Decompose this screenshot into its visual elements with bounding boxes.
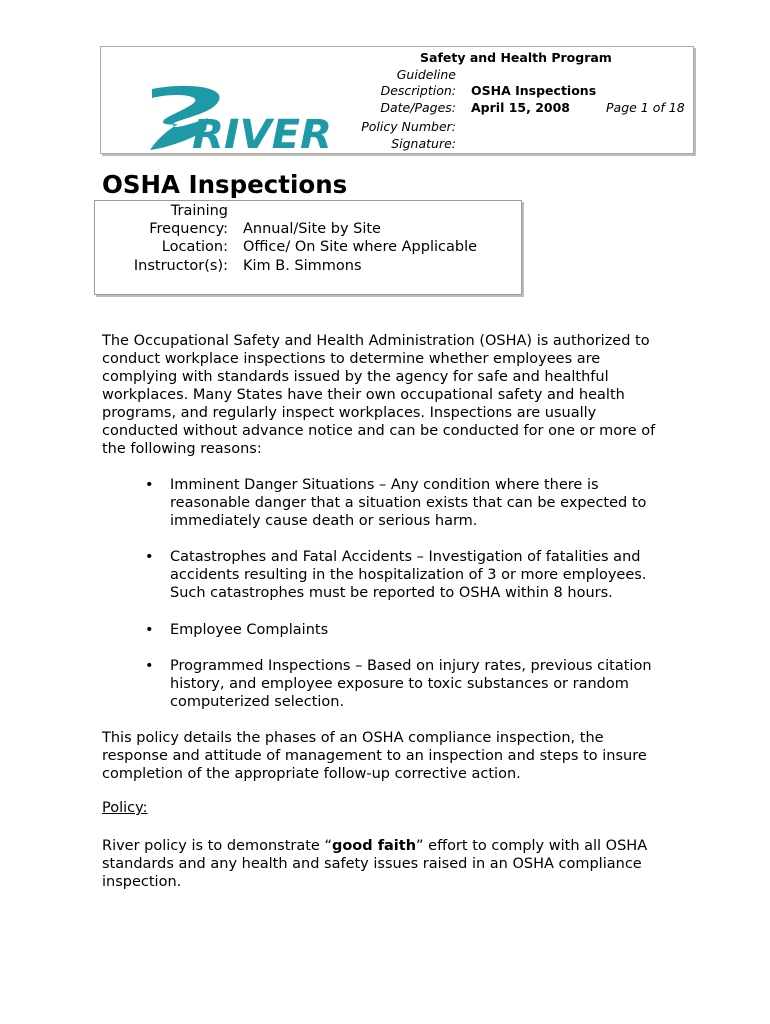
program-title: Safety and Health Program — [420, 50, 612, 65]
intro-line: programs, and regularly inspect workplaces. Inspections are usually — [102, 405, 597, 421]
bullet-employee-complaints — [170, 621, 690, 639]
bullet-line: Employee Complaints — [170, 622, 329, 638]
bullet-line: Such catastrophes must be reported to OSHA within 8 hours. — [170, 585, 613, 601]
bullet-imminent-danger — [170, 476, 690, 530]
date-value: April 15, 2008 — [471, 100, 570, 115]
frequency-value: Annual/Site by Site — [243, 221, 381, 237]
bullet-line: Programmed Inspections – Based on injury rates, previous citation — [170, 658, 652, 674]
policy-line: inspection. — [102, 874, 182, 890]
instructor-value: Kim B. Simmons — [243, 258, 362, 274]
logo-text: RIVER — [192, 112, 332, 152]
bullet-marker: • — [145, 549, 154, 565]
page-title: OSHA Inspections — [102, 170, 348, 199]
bullet-line: history, and employee exposure to toxic substances or random — [170, 676, 629, 692]
date-label: Date/Pages: — [380, 100, 456, 115]
bullet-programmed-inspections — [170, 657, 690, 711]
policy-paragraph — [102, 837, 702, 891]
bullet-catastrophes — [170, 548, 690, 602]
bullet-marker: • — [145, 477, 154, 493]
details-line: This policy details the phases of an OSHA compliance inspection, the — [102, 730, 604, 746]
description-value: OSHA Inspections — [471, 83, 597, 98]
bullet-line: Imminent Danger Situations – Any condition where there is — [170, 477, 599, 493]
policy-text: River policy is to demonstrate “ — [102, 838, 332, 854]
bullet-marker: • — [145, 622, 154, 638]
instructor-label: Instructor(s): — [133, 258, 228, 274]
river-logo — [148, 84, 334, 152]
policy-heading: Policy: — [102, 800, 148, 816]
intro-line: the following reasons: — [102, 441, 262, 457]
policy-line: standards and any health and safety issues raised in an OSHA compliance — [102, 856, 642, 872]
policy-number-label: Policy Number: — [361, 119, 456, 134]
intro-line: conduct workplace inspections to determine whether employees are — [102, 351, 601, 367]
intro-line: The Occupational Safety and Health Administration (OSHA) is authorized to — [102, 333, 650, 349]
bullet-line: accidents resulting in the hospitalization of 3 or more employees. — [170, 567, 647, 583]
bullet-marker: • — [145, 658, 154, 674]
good-faith-emphasis: good faith — [331, 838, 417, 854]
signature-label: Signature: — [391, 136, 456, 151]
description-label: Description: — [380, 83, 456, 98]
intro-line: workplaces. Many States have their own occupational safety and health — [102, 387, 625, 403]
details-line: completion of the appropriate follow-up corrective action. — [102, 766, 521, 782]
bullet-line: Catastrophes and Fatal Accidents – Investigation of fatalities and — [170, 549, 641, 565]
training-label: Training — [170, 203, 228, 219]
bullet-line: reasonable danger that a situation exists that can be expected to — [170, 495, 647, 511]
location-label: Location: — [161, 239, 228, 255]
frequency-label: Frequency: — [149, 221, 228, 237]
bullet-line: immediately cause death or serious harm. — [170, 513, 478, 529]
details-line: response and attitude of management to an inspection and steps to insure — [102, 748, 647, 764]
intro-line: conducted without advance notice and can be conducted for one or more of — [102, 423, 656, 439]
location-value: Office/ On Site where Applicable — [243, 239, 478, 255]
intro-line: complying with standards issued by the agency for safe and healthful — [102, 369, 609, 385]
details-paragraph — [102, 729, 702, 783]
bullet-line: computerized selection. — [170, 694, 345, 710]
guideline-label: Guideline — [396, 67, 456, 82]
policy-text: ” effort to comply with all OSHA — [416, 838, 648, 854]
page-info: Page 1 of 18 — [606, 100, 685, 115]
policy-line — [102, 837, 702, 855]
intro-paragraph — [102, 332, 702, 458]
